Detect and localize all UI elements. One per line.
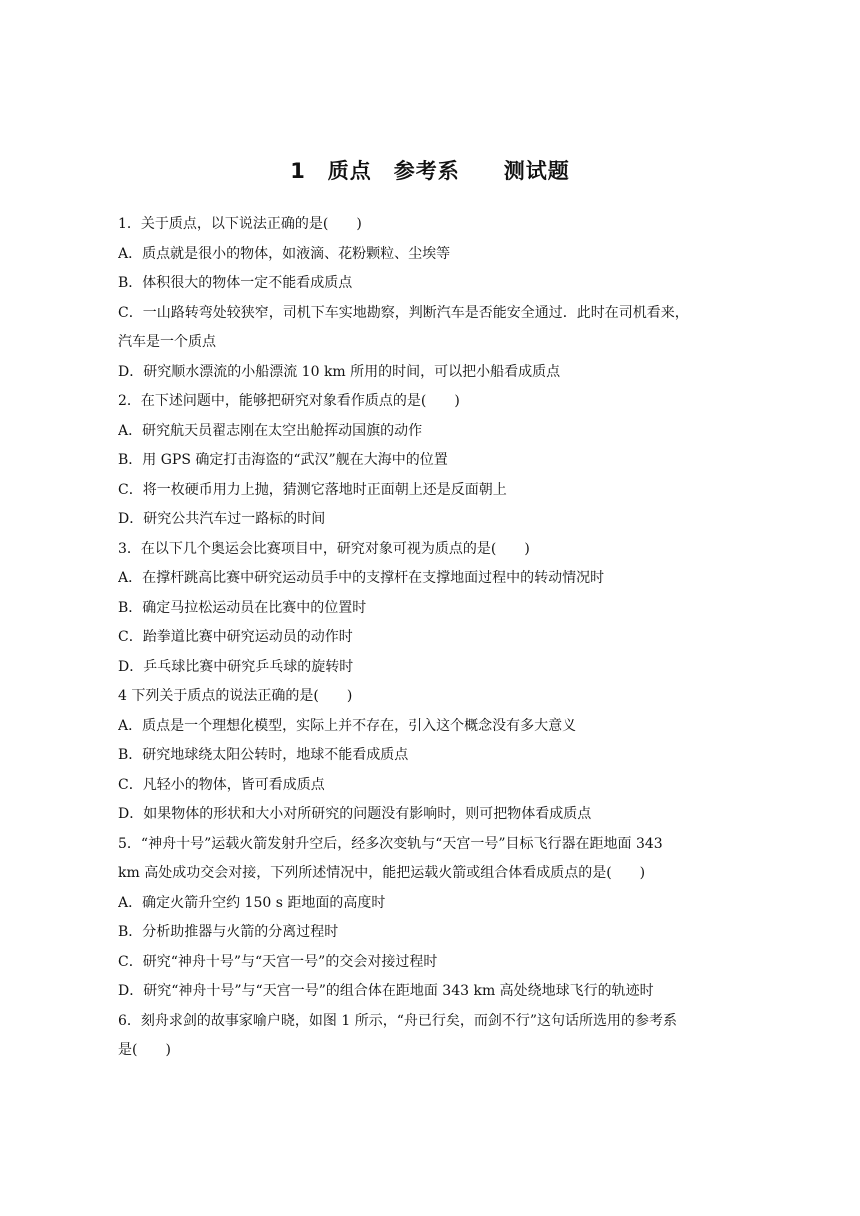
text-line: C．研究“神舟十号”与“天宫一号”的交会对接过程时 xyxy=(118,953,438,970)
text-line: B．体积很大的物体一定不能看成质点 xyxy=(118,275,353,291)
text-line: 4 下列关于质点的说法正确的是( ) xyxy=(118,688,353,704)
text-line: 是( ) xyxy=(118,1042,171,1058)
text-line: D．乒乓球比赛中研究乒乓球的旋转时 xyxy=(118,658,354,675)
text-line: B．确定马拉松运动员在比赛中的位置时 xyxy=(118,599,367,616)
text-line: D．研究公共汽车过一路标的时间 xyxy=(118,511,326,527)
question-body xyxy=(118,210,742,1066)
text-line: C．凡轻小的物体，皆可看成质点 xyxy=(118,776,325,793)
text-line: B．分析助推器与火箭的分离过程时 xyxy=(118,924,339,940)
text-line: 汽车是一个质点 xyxy=(118,334,216,350)
text-line: A．质点是一个理想化模型，实际上并不存在，引入这个概念没有多大意义 xyxy=(118,717,577,734)
text-line: 1．关于质点，以下说法正确的是( ) xyxy=(118,216,362,232)
text-line: B．用 GPS 确定打击海盗的“武汉”舰在大海中的位置 xyxy=(118,452,448,468)
text-line: D．研究顺水漂流的小船漂流 10 km 所用的时间，可以把小船看成质点 xyxy=(118,363,561,380)
page-title: 1 质点 参考系 测试题 xyxy=(290,159,570,183)
text-line: 3．在以下几个奥运会比赛项目中，研究对象可视为质点的是( ) xyxy=(118,540,530,557)
text-line: C．跆拳道比赛中研究运动员的动作时 xyxy=(118,629,353,645)
text-line: D．如果物体的形状和大小对所研究的问题没有影响时，则可把物体看成质点 xyxy=(118,806,592,822)
text-line: km 高处成功交会对接，下列所述情况中，能把运载火箭或组合体看成质点的是( ) xyxy=(118,865,646,881)
text-line: A．在撑杆跳高比赛中研究运动员手中的支撑杆在支撑地面过程中的转动情况时 xyxy=(118,570,605,586)
text-line: 5．“神舟十号”运载火箭发射升空后，经多次变轨与“天宫一号”目标飞行器在距地面 343 xyxy=(118,835,663,852)
text-line: C．将一枚硬币用力上抛，猜测它落地时正面朝上还是反面朝上 xyxy=(118,481,507,498)
text-line: 6．刻舟求剑的故事家喻户晓，如图 1 所示，“舟已行矣，而剑不行”这句话所选用的参考系 xyxy=(118,1012,678,1029)
text-line: 2．在下述问题中，能够把研究对象看作质点的是( ) xyxy=(118,393,460,409)
text-line: D．研究“神舟十号”与“天宫一号”的组合体在距地面 343 km 高处绕地球飞行的轨迹时 xyxy=(118,983,654,999)
text-line: C．一山路转弯处较狭窄，司机下车实地勘察，判断汽车是否能安全通过．此时在司机看来， xyxy=(118,304,689,321)
text-line: A．研究航天员翟志刚在太空出舱挥动国旗的动作 xyxy=(118,422,423,439)
text-line: A．确定火箭升空约 150 s 距地面的高度时 xyxy=(118,894,386,911)
text-line: B．研究地球绕太阳公转时，地球不能看成质点 xyxy=(118,747,409,763)
text-line: A．质点就是很小的物体，如液滴、花粉颗粒、尘埃等 xyxy=(118,245,451,262)
